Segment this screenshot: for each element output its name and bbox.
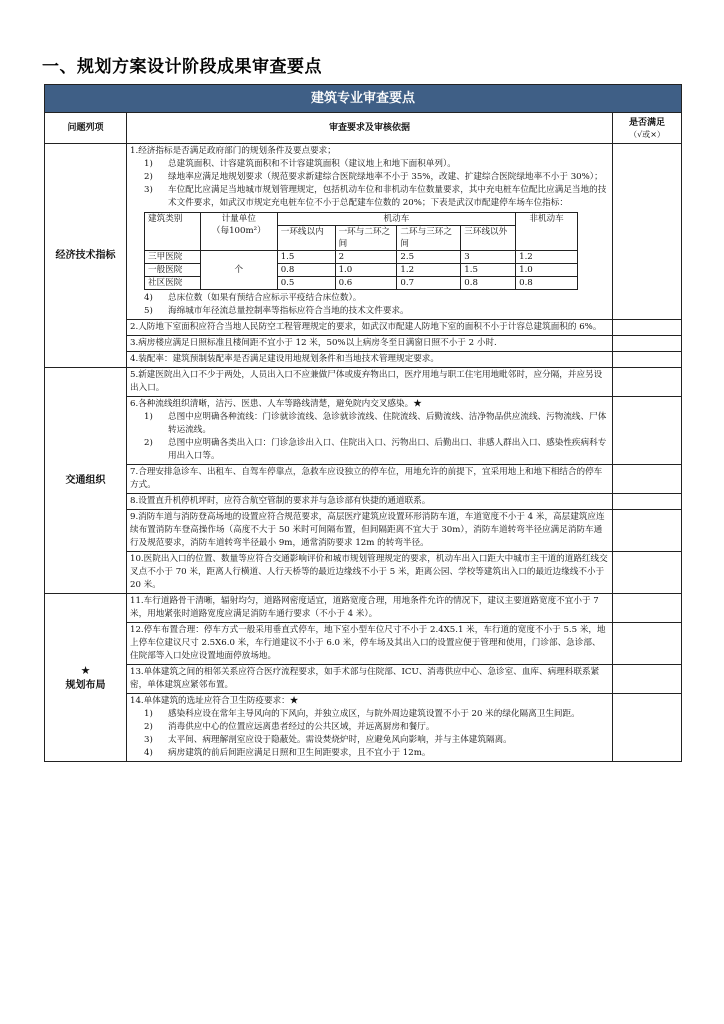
header-satisfied-label: 是否满足: [629, 117, 666, 128]
check-cell[interactable]: [613, 552, 682, 594]
item-14: [127, 694, 613, 762]
table-row: [45, 336, 682, 352]
table-row: [45, 320, 682, 336]
item-1: [127, 144, 613, 320]
parking-unit-header: 计量单位 （每100m²）: [200, 213, 277, 251]
item-14-title: 14.单体建筑的选址应符合卫生防疫要求：★: [130, 696, 299, 706]
parking-value: 0.8: [461, 277, 516, 290]
table-row: [45, 594, 682, 623]
check-cell[interactable]: [613, 623, 682, 665]
check-cell[interactable]: [613, 320, 682, 336]
parking-value: 2.5: [397, 251, 461, 264]
item-14-sub: 2) 消毒供应中心的位置应远离患者经过的公共区域，并远离厨房和餐厅。: [144, 722, 435, 732]
header-requirements: 审查要求及审核依据: [127, 113, 613, 144]
item-14-sub: 3) 太平间、病理解剖室应设于隐蔽处。需设焚烧炉时，应避免风向影响，并与主体建筑隔离。: [144, 735, 512, 745]
category-econ: 经济技术指标: [45, 144, 127, 368]
table-row: [45, 665, 682, 694]
check-cell[interactable]: [613, 694, 682, 762]
item-1-sub: 1) 总建筑面积、计容建筑面积和不计容建筑面积（建议地上和地下面积单列）。: [144, 159, 456, 169]
check-cell[interactable]: [613, 336, 682, 352]
item-2: 2.人防地下室面积应符合当地人民防空工程管理规定的要求，如武汉市配建人防地下室的面积不小于计容总建筑面积的 6%。: [127, 320, 613, 336]
item-6-sub: 2) 总图中应明确各类出入口：门诊急诊出入口、住院出入口、污物出口、后勤出口、非感人群出入口、感染性疾病科专用出入口等。: [144, 438, 607, 461]
item-4: 4.装配率：建筑预制装配率是否满足建设用地规划条件和当地技术管理规定要求。: [127, 352, 613, 368]
parking-type: 三甲医院: [145, 251, 201, 264]
item-8: 8.设置直升机停机坪时，应符合航空管制的要求并与急诊部有快捷的通道联系。: [127, 494, 613, 510]
item-1-sub: 5) 海绵城市年径流总量控制率等指标应符合当地的技术文件要求。: [144, 306, 409, 316]
banner-title: 建筑专业审查要点: [45, 85, 682, 113]
table-row: [45, 352, 682, 368]
parking-type: 社区医院: [145, 277, 201, 290]
check-cell[interactable]: [613, 510, 682, 552]
table-row: [45, 144, 682, 320]
check-cell[interactable]: [613, 594, 682, 623]
parking-type-header: 建筑类别: [145, 213, 201, 251]
parking-value: 0.8: [516, 277, 578, 290]
parking-table: [144, 212, 578, 290]
review-table: [44, 84, 682, 762]
parking-value: 1.2: [397, 264, 461, 277]
parking-value: 0.5: [277, 277, 335, 290]
category-layout-label: 规划布局: [65, 679, 106, 691]
check-cell[interactable]: [613, 397, 682, 465]
table-row: [45, 494, 682, 510]
parking-value: 1.0: [335, 264, 397, 277]
item-7: 7.合理安排急诊车、出租车、自驾车停靠点，急救车应设独立的停车位，用地允许的前提下，宜采用地上和地下相结合的停车方式。: [127, 465, 613, 494]
parking-value: 1.5: [461, 264, 516, 277]
parking-value: 2: [335, 251, 397, 264]
parking-value: 3: [461, 251, 516, 264]
header-satisfied: [613, 113, 682, 144]
parking-value: 0.8: [277, 264, 335, 277]
item-6-title: 6.各种流线组织清晰，洁污、医患、人车等路线清楚，避免院内交叉感染。★: [130, 399, 422, 409]
check-cell[interactable]: [613, 465, 682, 494]
item-6-sub: 1) 总图中应明确各种流线：门诊就诊流线、急诊就诊流线、住院流线、后勤流线、洁净物品供应流线、污物流线、尸体转运流线。: [144, 412, 607, 435]
item-10: 10.医院出入口的位置、数量等应符合交通影响评价和城市规划管理规定的要求，机动车出入口距大中城市主干道的道路红线交叉点不小于 70 米，距离人行横道、人行天桥等的最近边缘线不小于 5 米，距离公园、学校等建筑出入口的最近边缘线不小于 20 米。: [127, 552, 613, 594]
item-3: 3.病房楼应满足日照标准且楼间距不宜小于 12 米，50%以上病房冬至日满窗日照不小于 2 小时.: [127, 336, 613, 352]
parking-zone: 一环与二环之间: [335, 226, 397, 251]
item-1-sub: 3) 车位配比应满足当地城市规划管理规定，包括机动车位和非机动车位数量要求，其中充电桩车位配比应满足当地的技术文件要求，如武汉市规定充电桩车位不小于总配建车位数的 20%；下表是武汉市配建停车场车位指标：: [144, 185, 607, 208]
table-row: [45, 623, 682, 665]
check-cell[interactable]: [613, 494, 682, 510]
parking-value: 1.2: [516, 251, 578, 264]
parking-motor-header: 机动车: [277, 213, 515, 226]
table-row: [45, 552, 682, 594]
header-row: [45, 113, 682, 144]
page-title: 一、规划方案设计阶段成果审查要点: [42, 57, 322, 77]
item-12: 12.停车布置合理：停车方式一般采用垂直式停车，地下室小型车位尺寸不小于 2.4X5.1 米，车行道的宽度不小于 5.5 米，地上停车位建议尺寸 2.5X6.0 米，车行道建议不小于 6.0 米，停车场及其出入口的设置应便于管理和使用，门诊部、急诊部、住院部等入口处应设置地面停放场地。: [127, 623, 613, 665]
parking-zone: 二环与三环之间: [397, 226, 461, 251]
parking-value: 1.0: [516, 264, 578, 277]
parking-value: 0.7: [397, 277, 461, 290]
check-cell[interactable]: [613, 352, 682, 368]
check-cell[interactable]: [613, 144, 682, 320]
item-5: 5.新建医院出入口不少于两处，人员出入口不应兼做尸体或废弃物出口，医疗用地与职工住宅用地毗邻时，应分隔，并应另设出入口。: [127, 368, 613, 397]
item-13: 13.单体建筑之间的相邻关系应符合医疗流程要求，如手术部与住院部、ICU、消毒供应中心、急诊室、血库、病理科联系紧密，单体建筑应紧邻布置。: [127, 665, 613, 694]
item-1-title: 1.经济指标是否满足政府部门的规划条件及要点要求；: [130, 146, 336, 156]
table-row: [45, 368, 682, 397]
parking-value: 1.5: [277, 251, 335, 264]
item-1-sub: 2) 绿地率应满足地规划要求（规范要求新建综合医院绿地率不小于 35%，改建、扩建综合医院绿地率不小于 30%）；: [144, 172, 603, 182]
category-layout: [45, 594, 127, 762]
item-14-sub: 1) 感染科应设在常年主导风向的下风向，并独立成区，与院外周边建筑设置不小于 20 米的绿化隔离卫生间距。: [144, 709, 580, 719]
parking-zone: 一环线以内: [277, 226, 335, 251]
table-row: [45, 694, 682, 762]
star-icon: ★: [80, 663, 91, 677]
category-traffic: 交通组织: [45, 368, 127, 594]
item-6: [127, 397, 613, 465]
banner-row: [45, 85, 682, 113]
parking-value: 0.6: [335, 277, 397, 290]
check-cell[interactable]: [613, 665, 682, 694]
table-row: [45, 510, 682, 552]
header-category: 问题列项: [45, 113, 127, 144]
item-11: 11.车行道路骨干清晰，辐射均匀，道路网密度适宜，道路宽度合理，用地条件允许的情况下，建议主要道路宽度不宜小于 7 米，用地紧张时道路宽度应满足消防车通行要求（不小于 4 米）。: [127, 594, 613, 623]
item-1-sub: 4) 总床位数（如果有预结合应标示平疫结合床位数）。: [144, 293, 362, 303]
parking-nonmotor-header: 非机动车: [516, 213, 578, 251]
item-9: 9.消防车道与消防登高场地的设置应符合规范要求，高层医疗建筑应设置环形消防车道，车道宽度不小于 4 米，高层建筑应连续布置消防车登高操作场（高度不大于 50 米时可间隔布置，但间隔距离不宜大于 30m），消防车道转弯半径应满足消防车通行及规范要求，消防车道转弯半径最小 9m，通常消防要求 12m 的转弯半径。: [127, 510, 613, 552]
parking-unit-cell: 个: [200, 251, 277, 290]
table-row: [45, 465, 682, 494]
table-row: [45, 397, 682, 465]
parking-type: 一般医院: [145, 264, 201, 277]
parking-zone: 三环线以外: [461, 226, 516, 251]
item-14-sub: 4) 病房建筑的前后间距应满足日照和卫生间距要求，且不宜小于 12m。: [144, 748, 431, 758]
check-cell[interactable]: [613, 368, 682, 397]
header-satisfied-sub: （√或×）: [629, 129, 665, 139]
